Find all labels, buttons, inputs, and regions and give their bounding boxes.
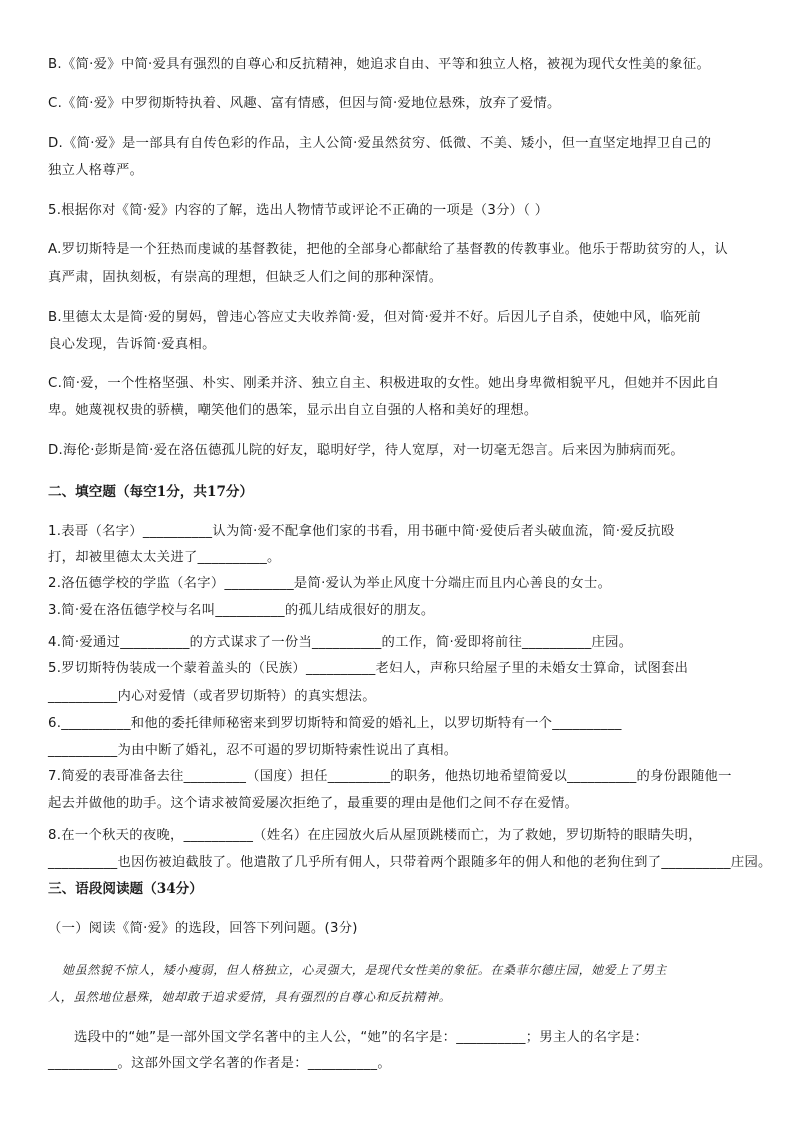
q4-option-d-line2: 独立人格尊严。 xyxy=(48,163,144,178)
fill-q8-line2: __________也因伤被迫截肢了。他遣散了几乎所有佣人，只带着两个跟随多年的佣人和他的老狗住到了__________庄园。 xyxy=(48,855,772,870)
fill-q7-line2: 起去并做他的助手。这个请求被简爱屡次拒绝了，最重要的理由是他们之间不存在爱情。 xyxy=(48,796,579,811)
fill-q7-line1: 7.简爱的表哥准备去往_________（国度）担任_________的职务，他热切地希望简爱以__________的身份跟随他一 xyxy=(48,769,732,784)
q4-option-c: C.《简·爱》中罗彻斯特执着、风趣、富有情感，但因与简·爱地位悬殊，放弃了爱情。 xyxy=(48,96,561,111)
section3-title: 三、语段阅读题（34分） xyxy=(48,881,203,897)
fill-q6-line1: 6.__________和他的委托律师秘密来到罗切斯特和简爱的婚礼上，以罗切斯特有一个__________ xyxy=(48,716,622,731)
fill-q1-line1: 1.表哥（名字）__________认为简·爱不配拿他们家的书看，用书砸中简·爱使后者头破血流，简·爱反抗殴 xyxy=(48,524,675,539)
fill-q4: 4.简·爱通过__________的方式谋求了一份当__________的工作，简·爱即将前往__________庄园。 xyxy=(48,635,633,650)
excerpt-question-line1: 选段中的“她”是一部外国文学名著中的主人公，“她”的名字是：__________；男主人的名字是： xyxy=(74,1030,649,1045)
fill-q6-line2: __________为由中断了婚礼，忍不可遏的罗切斯特索性说出了真相。 xyxy=(48,743,458,758)
fill-q5-line2: __________内心对爱情（或者罗切斯特）的真实想法。 xyxy=(48,689,376,704)
excerpt-line2: 人，虽然地位悬殊，她却敢于追求爱情，具有强烈的自尊心和反抗精神。 xyxy=(48,990,452,1004)
q4-option-b: B.《简·爱》中简·爱具有强烈的自尊心和反抗精神，她追求自由、平等和独立人格，被视为现代女性美的象征。 xyxy=(48,57,711,72)
fill-q2: 2.洛伍德学校的学监（名字）__________是简·爱认为举止风度十分端庄而且内心善良的女士。 xyxy=(48,576,612,591)
excerpt-line1: 她虽然貌不惊人，矮小瘦弱，但人格独立，心灵强大，是现代女性美的象征。在桑菲尔德庄园，她爱上了男主 xyxy=(62,963,667,977)
section3-sub1: （一）阅读《简·爱》的选段，回答下列问题。(3分) xyxy=(48,921,358,936)
q5-option-d: D.海伦·彭斯是简·爱在洛伍德孤儿院的好友，聪明好学，待人宽厚，对一切毫无怨言。后来因为肺病而死。 xyxy=(48,443,684,458)
excerpt-question-line2: __________。这部外国文学名著的作者是：__________。 xyxy=(48,1056,391,1071)
q5-option-b-line1: B.里德太太是简·爱的舅妈，曾违心答应丈夫收养简·爱，但对简·爱并不好。后因儿子自杀，使她中风，临死前 xyxy=(48,310,701,325)
q4-option-d-line1: D.《简·爱》是一部具有自传色彩的作品，主人公简·爱虽然贫穷、低微、不美、矮小，但一直坚定地捍卫自己的 xyxy=(48,136,712,151)
fill-q5-line1: 5.罗切斯特伪装成一个蒙着盖头的（民族）__________老妇人，声称只给屋子里的未婚女士算命，试图套出 xyxy=(48,661,689,676)
section2-title: 二、填空题（每空1分，共17分） xyxy=(48,484,254,500)
q5-option-c-line2: 卑。她蔑视权贵的骄横，嘲笑他们的愚笨，显示出自立自强的人格和美好的理想。 xyxy=(48,403,538,418)
q5-option-a-line2: 真严肃，固执刻板，有崇高的理想，但缺乏人们之间的那种深情。 xyxy=(48,270,443,285)
q5-stem: 5.根据你对《简·爱》内容的了解，选出人物情节或评论不正确的一项是（3分）（ ） xyxy=(48,203,549,218)
fill-q1-line2: 打，却被里德太太关进了__________。 xyxy=(48,550,281,565)
q5-option-a-line1: A.罗切斯特是一个狂热而虔诚的基督教徒，把他的全部身心都献给了基督教的传教事业。他乐于帮助贫穷的人，认 xyxy=(48,242,728,257)
q5-option-b-line2: 良心发现，告诉简·爱真相。 xyxy=(48,337,216,352)
fill-q8-line1: 8.在一个秋天的夜晚，__________（姓名）在庄园放火后从屋顶跳楼而亡，为了救她，罗切斯特的眼睛失明， xyxy=(48,828,702,843)
q5-option-c-line1: C.简·爱，一个性格坚强、朴实、刚柔并济、独立自主、积极进取的女性。她出身卑微相貌平凡，但她并不因此自 xyxy=(48,376,720,391)
fill-q3: 3.简·爱在洛伍德学校与名叫__________的孤儿结成很好的朋友。 xyxy=(48,603,435,618)
